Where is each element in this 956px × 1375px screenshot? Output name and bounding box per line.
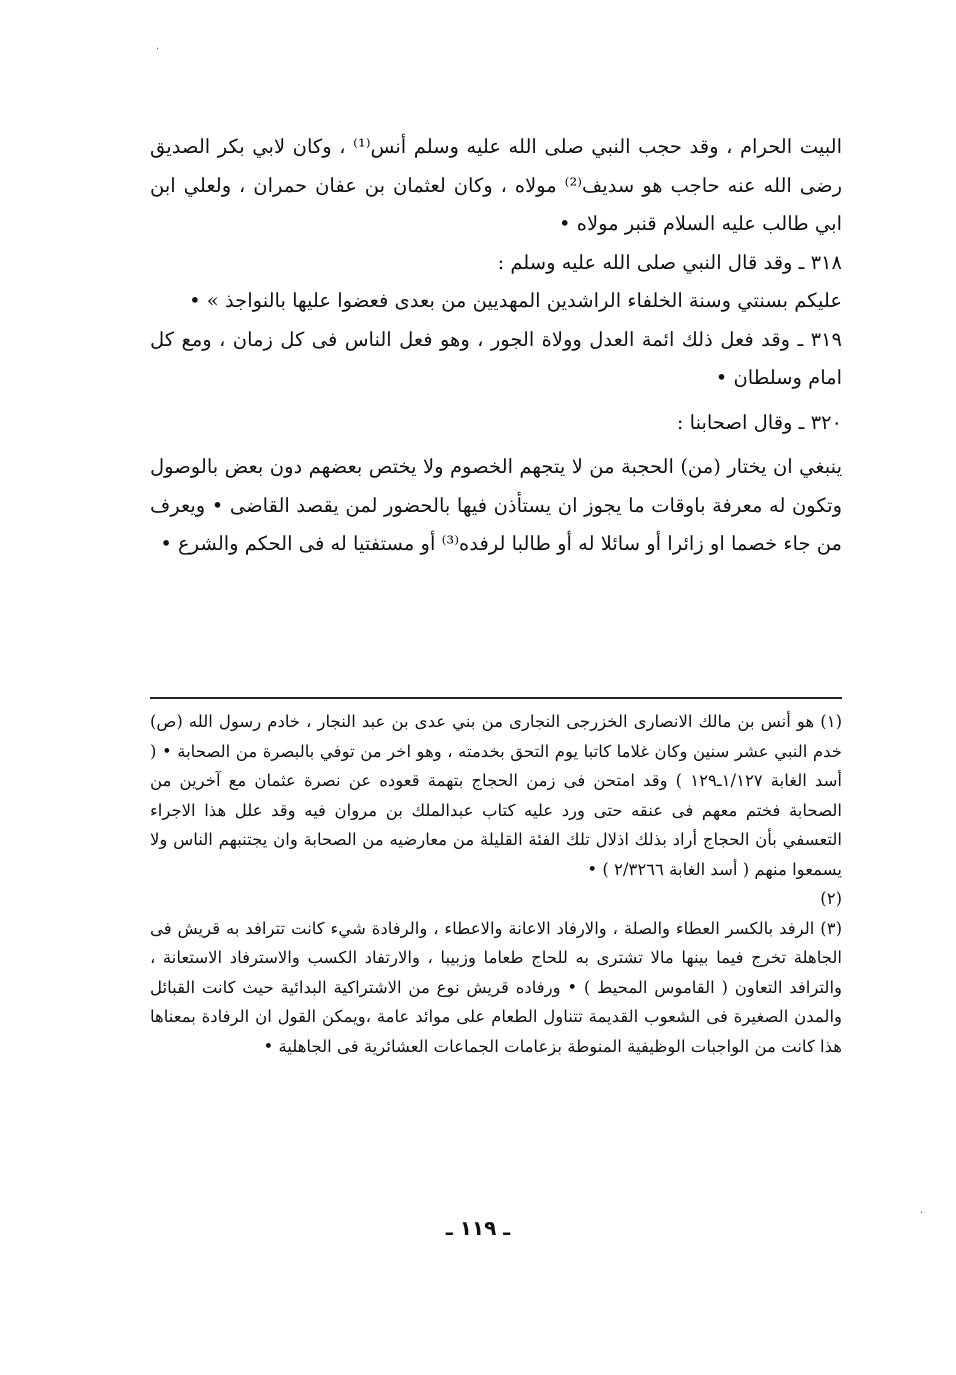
scan-speck: ·	[156, 44, 160, 55]
footnote-3: (٣) الرفد بالكسر العطاء والصلة ، والارفاد الاعانة والاعطاء ، والرفادة شيء كانت تترافد به قريش فى الجاهلة تخرج فيما بينها مالا تشترى به للحاج طعاما وزبيبا ، والارتفاد الكسب والاسترفاد الاستعانة ، والترافد التعاون ( القاموس المحيط ) • ورفاده قريش نوع من الاشتراكية البدائية حيث كانت القبائل والمدن الصغيرة فى الشعوب القديمة تتناول الطعام على موائد عامة ،ويمكن القول ان الرفادة بمعناها هذا كانت من الواجبات الوظيفية المنوطة بزعامات الجماعات العشائرية فى الجاهلية •	[150, 918, 842, 1056]
main-text	[150, 128, 842, 564]
footnote-1: (١) هو أنس بن مالك الانصارى الخزرجى النجارى من بني عدى بن عبد النجار ، خادم رسول الله (ص) خدم النبي عشر سنين وكان غلاما كاتبا يوم التحق بخدمته ، وهو اخر من توفي بالبصرة من الصحابة • ( أسد الغابة ١/١٢٧ـ١٢٩ ) وقد امتحن فى زمن الحجاج بتهمة قعوده عن نصرة عثمان مع آخرين من الصحابة فختم معهم فى عنقه حتى ورد عليه كتاب عبدالملك بن مروان فيه وقد علل هذا الاجراء التعسفي بأن الحجاج أراد بذلك اذلال تلك الفئة القليلة من معارضيه من الصحابة وان يجتنبهم الناس ولا يسمعوا منهم ( أسد الغابة ٢/٣٢٦٦ ) •	[150, 712, 842, 879]
footnote-separator	[150, 697, 842, 699]
paragraph-318-heading: ٣١٨ ـ وقد قال النبي صلى الله عليه وسلم :	[497, 250, 842, 274]
footnote-2: (٢)	[820, 889, 842, 908]
paragraph-chamberlain-rule: ينبغي ان يختار (من) الحجبة من لا يتجهم الخصوم ولا يختص بعضهم دون بعض بالوصول وتكون له معرفة باوقات ما يجوز ان يستأذن فيها بالحضور لمن يقصد القاضى • ويعرف من جاء خصما او زائرا أو سائلا له أو طالبا لرفده⁽³⁾ أو مستفتيا له فى الحكم والشرع •	[150, 455, 842, 555]
paragraph-320-heading: ٣٢٠ ـ وقال اصحابنا :	[676, 410, 842, 434]
footnotes	[150, 707, 842, 1061]
page-number: ـ ١١٩ ـ	[445, 1216, 511, 1240]
scan-speck: ·	[920, 1208, 924, 1219]
paragraph-hadith-quote: عليكم بسنتي وسنة الخلفاء الراشدين المهديين من بعدى فعضوا عليها بالنواجذ » •	[189, 289, 842, 312]
paragraph-319: ٣١٩ ـ وقد فعل ذلك ائمة العدل وولاة الجور ، وهو فعل الناس فى كل زمان ، ومع كل امام وسلطان •	[150, 327, 842, 389]
paragraph-intro: البيت الحرام ، وقد حجب النبي صلى الله عليه وسلم أنس⁽¹⁾ ، وكان لابي بكر الصديق رضى الله عنه حاجب هو سديف⁽²⁾ مولاه ، وكان لعثمان بن عفان حمران ، ولعلي ابن ابي طالب عليه السلام قنبر مولاه •	[150, 135, 842, 235]
